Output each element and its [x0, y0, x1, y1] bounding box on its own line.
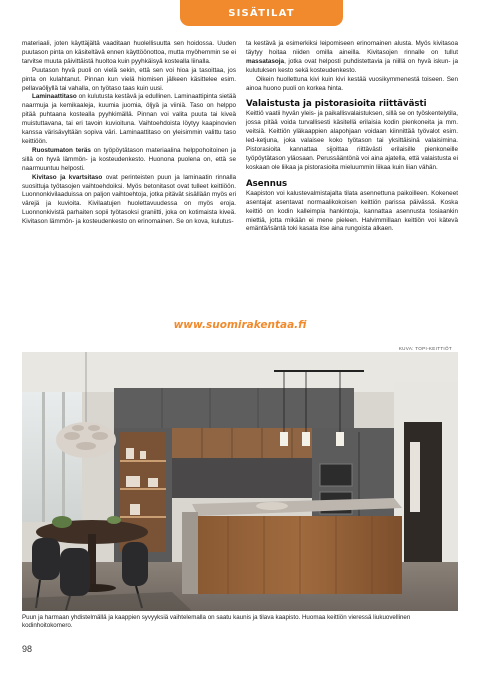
page-number: 98 — [22, 644, 33, 654]
body-paragraph — [246, 40, 458, 76]
section-heading: Valaistusta ja pistorasioita riittävästi — [246, 99, 427, 110]
bold-term: Laminaattitaso — [32, 93, 77, 101]
body-paragraph — [22, 67, 236, 94]
text-run: Keittiö vaatii hyvän yleis- ja paikallisvalaistuksen, sillä se on työskentelytila, jossa pitää voida turvallisesti käsitellä erilaisia kodin pienkoneita ja mm. veitsiä. Keittiön yläkaappien alapohjaan voidaan kiinnittää työvalot esim. led-ketjuna, joka valaisee koko työtason tai yksittäisinä valaisimina. Pistorasioita kannattaa sijoittaa riittävästi erilaisille pienkoneille työpöytätason yläosaan. Perussääntönä voi aina ajatella, että valaistusta ei koskaan ole liikaa ja pistorasioita mieluummin liikaa kuin liian vähän. — [246, 110, 458, 171]
text-run: materiaali, joten käyttäjältä vaaditaan huolellisuutta sen hoidossa. Uuden puutason pinta on käsiteltävä ennen käyttöönottoa, mutta myöhemmin se ei tarvitse muuta päivittäistä huoltoa kuin pyyhkäisyä kostealla liinalla. — [22, 40, 236, 65]
body-paragraph — [246, 76, 458, 94]
body-paragraph — [22, 147, 236, 174]
text-run: ta kestävä ja esimerkiksi leipomiseen erinomainen alusta. Myös kivitasoa täytyy hoitaa niiden omilla aineilla. Kivitasojen rinnalle on tullut — [246, 40, 458, 56]
section-title: SISÄTILAT — [228, 7, 295, 19]
photo-credit: KUVA: TOPI-KEITTIÖT — [398, 346, 452, 351]
bold-term: Ruostumaton teräs — [32, 146, 91, 154]
text-run: Kaapiston voi kalustevalmistajalta tilata asennettuna paikoilleen. Kokeneet asentajat asentavat normaalikokoisen keittiön parissa päivässä. Koska keittiö on kodin kalleimpia hankintoja, kannattaa asennusta tosiaankin miettiä, jotta mikään ei mene pieleen. Halvimmillaan keittiön voi kätevä emäntä/isäntä toki kasata itse aina rungoista alkaen. — [246, 189, 458, 233]
body-paragraph — [22, 93, 236, 146]
body-paragraph — [246, 190, 458, 235]
text-run: Puutason hyvä puoli on vielä sekin, että sen voi hioa ja tasoittaa, jos pinta on kulahtanut. Pinnan kun vielä hiomisen jälkeen käsittelee esim. pellavaöljyllä tai vahalla, on työtaso taas kuin uusi. — [22, 66, 236, 92]
bold-term: Kivitaso ja kvartsitaso — [32, 173, 103, 181]
text-run: on kulutusta kestävä ja edullinen. Laminaattipinta sietää naarmuja ja kemikaaleja, kuumia juomia, öljyä ja viiniä. Taso on helppo pitää puhtaana kostealla pyyhkimällä. Pinnan voi valita puuta tai kiveä muistuttavana, tai eri tavoin kuvioituna. Vaihtoehdoista löytyy kaapinovien kanssa värisävyltään sopiva väri. Laminaattitaso on yleisimmin valittu taso keittiöön. — [22, 93, 236, 145]
section-tab — [180, 0, 343, 26]
right-text-column — [246, 40, 458, 234]
photo-caption: Puun ja harmaan yhdistelmällä ja kaappien syvyyksiä vaihtelemalla on saatu kaunis ja tilava kaapisto. Huomaa keittiön vieressä liukuovellinen kodinhoitokomero. — [22, 614, 411, 629]
text-run: Oikein huollettuna kivi kuin kivi kestää vuosikymmenestä toiseen. Sen ainoa huono puoli on korkea hinta. — [246, 75, 458, 92]
body-paragraph — [22, 174, 236, 227]
body-paragraph — [246, 110, 458, 172]
section-heading: Asennus — [246, 178, 288, 189]
text-run: , jotka ovat helposti puhdistettavia ja niillä on hyvä iskun- ja kulutuksen kesto sekä kosteudenkesto. — [246, 57, 458, 74]
text-run: ovat perinteisten puun ja laminaatin rinnalla suosittuja työtasojen vaihtoehdoiksi. Myös betonitasot ovat tulleet keittiöön. Luonnonkivilaaduissa on paljon vaihtoehtoja, jotka pitävät sisällään myös eri värejä ja kuvioita. Kivilaatujen huolettavuudessa on myös eroja. Luonnonkivistä parhaiten sopii työtasoksi graniitti, joka on kotimaista kiveä. Kivitason lämmön- ja kosteudenkesto on erinomainen. Se on kova, kulutus- — [22, 173, 237, 226]
kitchen-photo — [22, 352, 458, 611]
bold-term: massatasoja — [246, 57, 285, 65]
text-run: on työpöytätason materiaalina helppohoitoinen ja sillä on hyvä lämmön- ja kosteudenkesto. Huonona puolena on, että se naarmuuntuu helposti. — [22, 146, 236, 172]
body-paragraph — [22, 40, 236, 67]
website-link[interactable]: www.suomirakentaa.fi — [173, 319, 307, 331]
kitchen-illustration — [22, 352, 458, 611]
left-text-column — [22, 40, 236, 227]
